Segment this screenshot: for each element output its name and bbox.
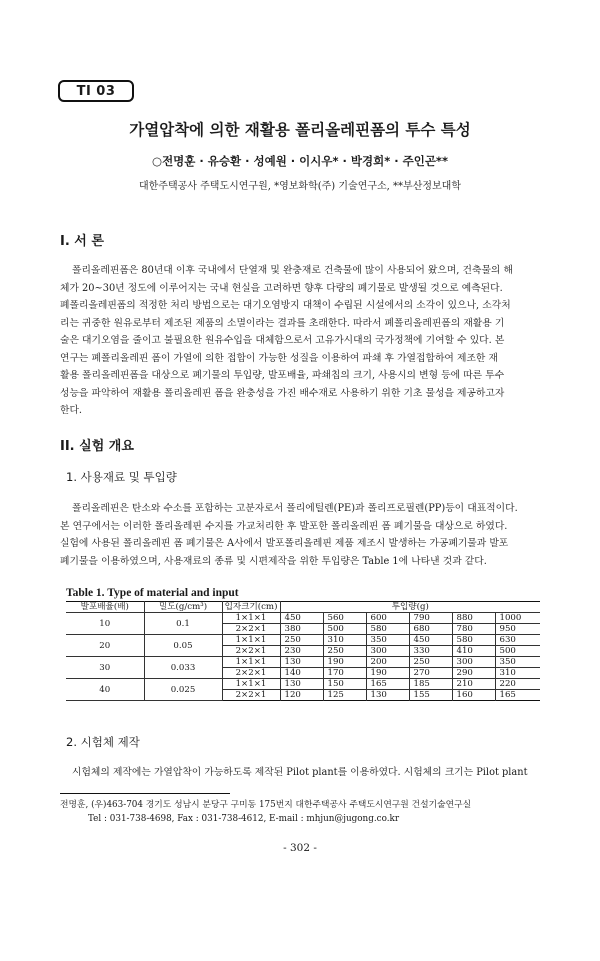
text-line: 폐기물을 이용하였으며, 사용재료의 종류 및 시편제작을 위한 투입량은 Table 1에 나타낸 것과 같다. [60,555,487,567]
text-line: 시험체의 제작에는 가열압착이 가능하도록 제작된 Pilot plant를 이용하였다. 시험체의 크기는 Pilot plant [72,767,528,778]
cell-input-value: 160 [452,690,495,701]
affiliation-list: 대한주택공사 주택도시연구원, *영보화학(주) 기술연구소, **부산정보대학 [138,181,461,192]
intro-paragraph [60,262,542,420]
cell-input-value: 130 [280,679,323,690]
cell-input-value: 950 [495,624,540,635]
cell-input-value: 190 [323,657,366,668]
text-line: 연구는 폐폴리올레핀 폼이 가열에 의한 접합이 가능한 성질을 이용하여 파쇄 후 가열접합하여 제조한 재 [60,352,498,364]
cell-input-value: 300 [452,657,495,668]
cell-input-value: 580 [452,635,495,646]
cell-input-value: 220 [495,679,540,690]
cell-input-value: 500 [323,624,366,635]
text-line: 폐폴리올레핀폼의 적정한 처리 방법으로는 대기오염방지 대책이 수립된 시설에서의 소각이 있으나, 소각처 [60,300,511,311]
cell-input-value: 190 [366,668,409,679]
cell-input-value: 165 [366,679,409,690]
cell-input-value: 200 [366,657,409,668]
cell-chip-size: 1×1×1 [222,679,280,690]
specimen-paragraph [60,764,542,782]
cell-expansion: 10 [66,613,144,635]
materials-subheading: 1. 사용재료 및 투입량 [66,470,177,484]
footnote-rule [60,793,230,794]
cell-input-value: 185 [409,679,452,690]
cell-input-value: 300 [366,646,409,657]
table-row [66,679,540,690]
author-list: ○전명훈 · 유승환 · 성예원 · 이시우* · 박경희* · 주인곤** [152,154,448,168]
table-header-row [66,602,540,613]
text-line: 본 연구에서는 이러한 폴리올레핀 수지를 가교처리한 후 발포한 폴리올레핀 폼 폐기물을 대상으로 하였다. [60,520,508,532]
table-row [66,635,540,646]
page-number: - 302 - [283,842,317,854]
cell-chip-size: 2×2×1 [222,668,280,679]
cell-input-value: 250 [409,657,452,668]
text-line: 체가 20~30년 정도에 이루어지는 국내 현실을 고려하면 향후 다량의 폐기물로 발생될 것으로 예측된다. [60,282,503,294]
text-line: 실험에 사용된 폴리올레핀 폼 폐기물은 A사에서 발포폴리올레핀 제품 제조시 발생하는 가공폐기물과 발포 [60,538,509,549]
cell-input-value: 880 [452,613,495,624]
cell-input-value: 410 [452,646,495,657]
cell-input-value: 630 [495,635,540,646]
cell-expansion: 20 [66,635,144,657]
cell-input-value: 155 [409,690,452,701]
cell-input-value: 290 [452,668,495,679]
cell-density: 0.025 [144,679,222,701]
cell-expansion: 40 [66,679,144,701]
cell-input-value: 165 [495,690,540,701]
cell-input-value: 500 [495,646,540,657]
cell-input-value: 250 [280,635,323,646]
cell-chip-size: 2×2×1 [222,646,280,657]
text-line: 한다. [60,405,83,416]
header-chip-size: 입자크기(cm) [222,602,280,613]
text-line: 술은 대기오염을 줄이고 불필요한 원유수입을 대체함으로서 고유가시대의 국가정책에 기여할 수 있다. 본 [60,335,505,346]
footnote-contact: Tel : 031-738-4698, Fax : 031-738-4612, E-mail : mhjun@jugong.co.kr [88,814,400,824]
cell-input-value: 130 [280,657,323,668]
cell-density: 0.033 [144,657,222,679]
cell-input-value: 310 [323,635,366,646]
footnote-address: 전명훈, (우)463-704 경기도 성남시 분당구 구미동 175번지 대한주택공사 주택도시연구원 건설기술연구실 [60,800,472,810]
materials-table [66,601,540,701]
specimen-subheading: 2. 시험체 제작 [66,735,140,749]
cell-input-value: 790 [409,613,452,624]
cell-input-value: 350 [495,657,540,668]
cell-chip-size: 1×1×1 [222,613,280,624]
cell-input-value: 350 [366,635,409,646]
cell-input-value: 450 [280,613,323,624]
cell-input-value: 450 [409,635,452,646]
cell-chip-size: 2×2×1 [222,624,280,635]
cell-input-value: 780 [452,624,495,635]
header-density: 밀도(g/cm³) [144,602,222,613]
cell-input-value: 130 [366,690,409,701]
cell-density: 0.1 [144,613,222,635]
text-line: 폴리올레핀은 탄소와 수소를 포함하는 고분자로서 폴리에틸렌(PE)과 폴리프로필렌(PP)등이 대표적이다. [72,503,518,514]
cell-input-value: 270 [409,668,452,679]
cell-chip-size: 1×1×1 [222,635,280,646]
header-expansion: 발포배율(배) [66,602,144,613]
cell-input-value: 330 [409,646,452,657]
cell-input-value: 170 [323,668,366,679]
intro-heading: I. 서 론 [60,234,104,249]
experiment-heading: II. 실험 개요 [60,439,134,454]
cell-input-value: 560 [323,613,366,624]
cell-density: 0.05 [144,635,222,657]
text-line: 폴리올레핀폼은 80년대 이후 국내에서 단열재 및 완충재로 건축물에 많이 사용되어 왔으며, 건축물의 해 [72,265,513,276]
table-row [66,613,540,624]
table-row [66,657,540,668]
cell-input-value: 250 [323,646,366,657]
cell-chip-size: 2×2×1 [222,690,280,701]
cell-input-value: 380 [280,624,323,635]
materials-paragraph [60,500,542,570]
cell-input-value: 125 [323,690,366,701]
cell-expansion: 30 [66,657,144,679]
cell-input-value: 580 [366,624,409,635]
cell-input-value: 600 [366,613,409,624]
cell-input-value: 310 [495,668,540,679]
text-line: 성능을 파악하여 재활용 폴리올레핀 폼을 완충성을 가진 배수재로 사용하기 위한 기초 물성을 제공하고자 [60,387,505,399]
paper-title: 가열압착에 의한 재활용 폴리올레핀폼의 투수 특성 [129,121,471,139]
cell-input-value: 1000 [495,613,540,624]
cell-input-value: 230 [280,646,323,657]
cell-input-value: 210 [452,679,495,690]
header-input: 투입량(g) [280,602,540,613]
session-tag: TI 03 [58,80,134,102]
text-line: 활용 폴리올레핀폼을 대상으로 폐기물의 투입량, 발포배율, 파쇄칩의 크기, 사용시의 변형 등에 따른 투수 [60,370,505,381]
cell-chip-size: 1×1×1 [222,657,280,668]
text-line: 리는 귀중한 원유로부터 제조된 제품의 소멸이라는 결과를 초래한다. 따라서 폐폴리올레핀폼의 재활용 기 [60,317,505,329]
cell-input-value: 680 [409,624,452,635]
cell-input-value: 150 [323,679,366,690]
cell-input-value: 120 [280,690,323,701]
cell-input-value: 140 [280,668,323,679]
table-caption: Table 1. Type of material and input [66,587,239,599]
